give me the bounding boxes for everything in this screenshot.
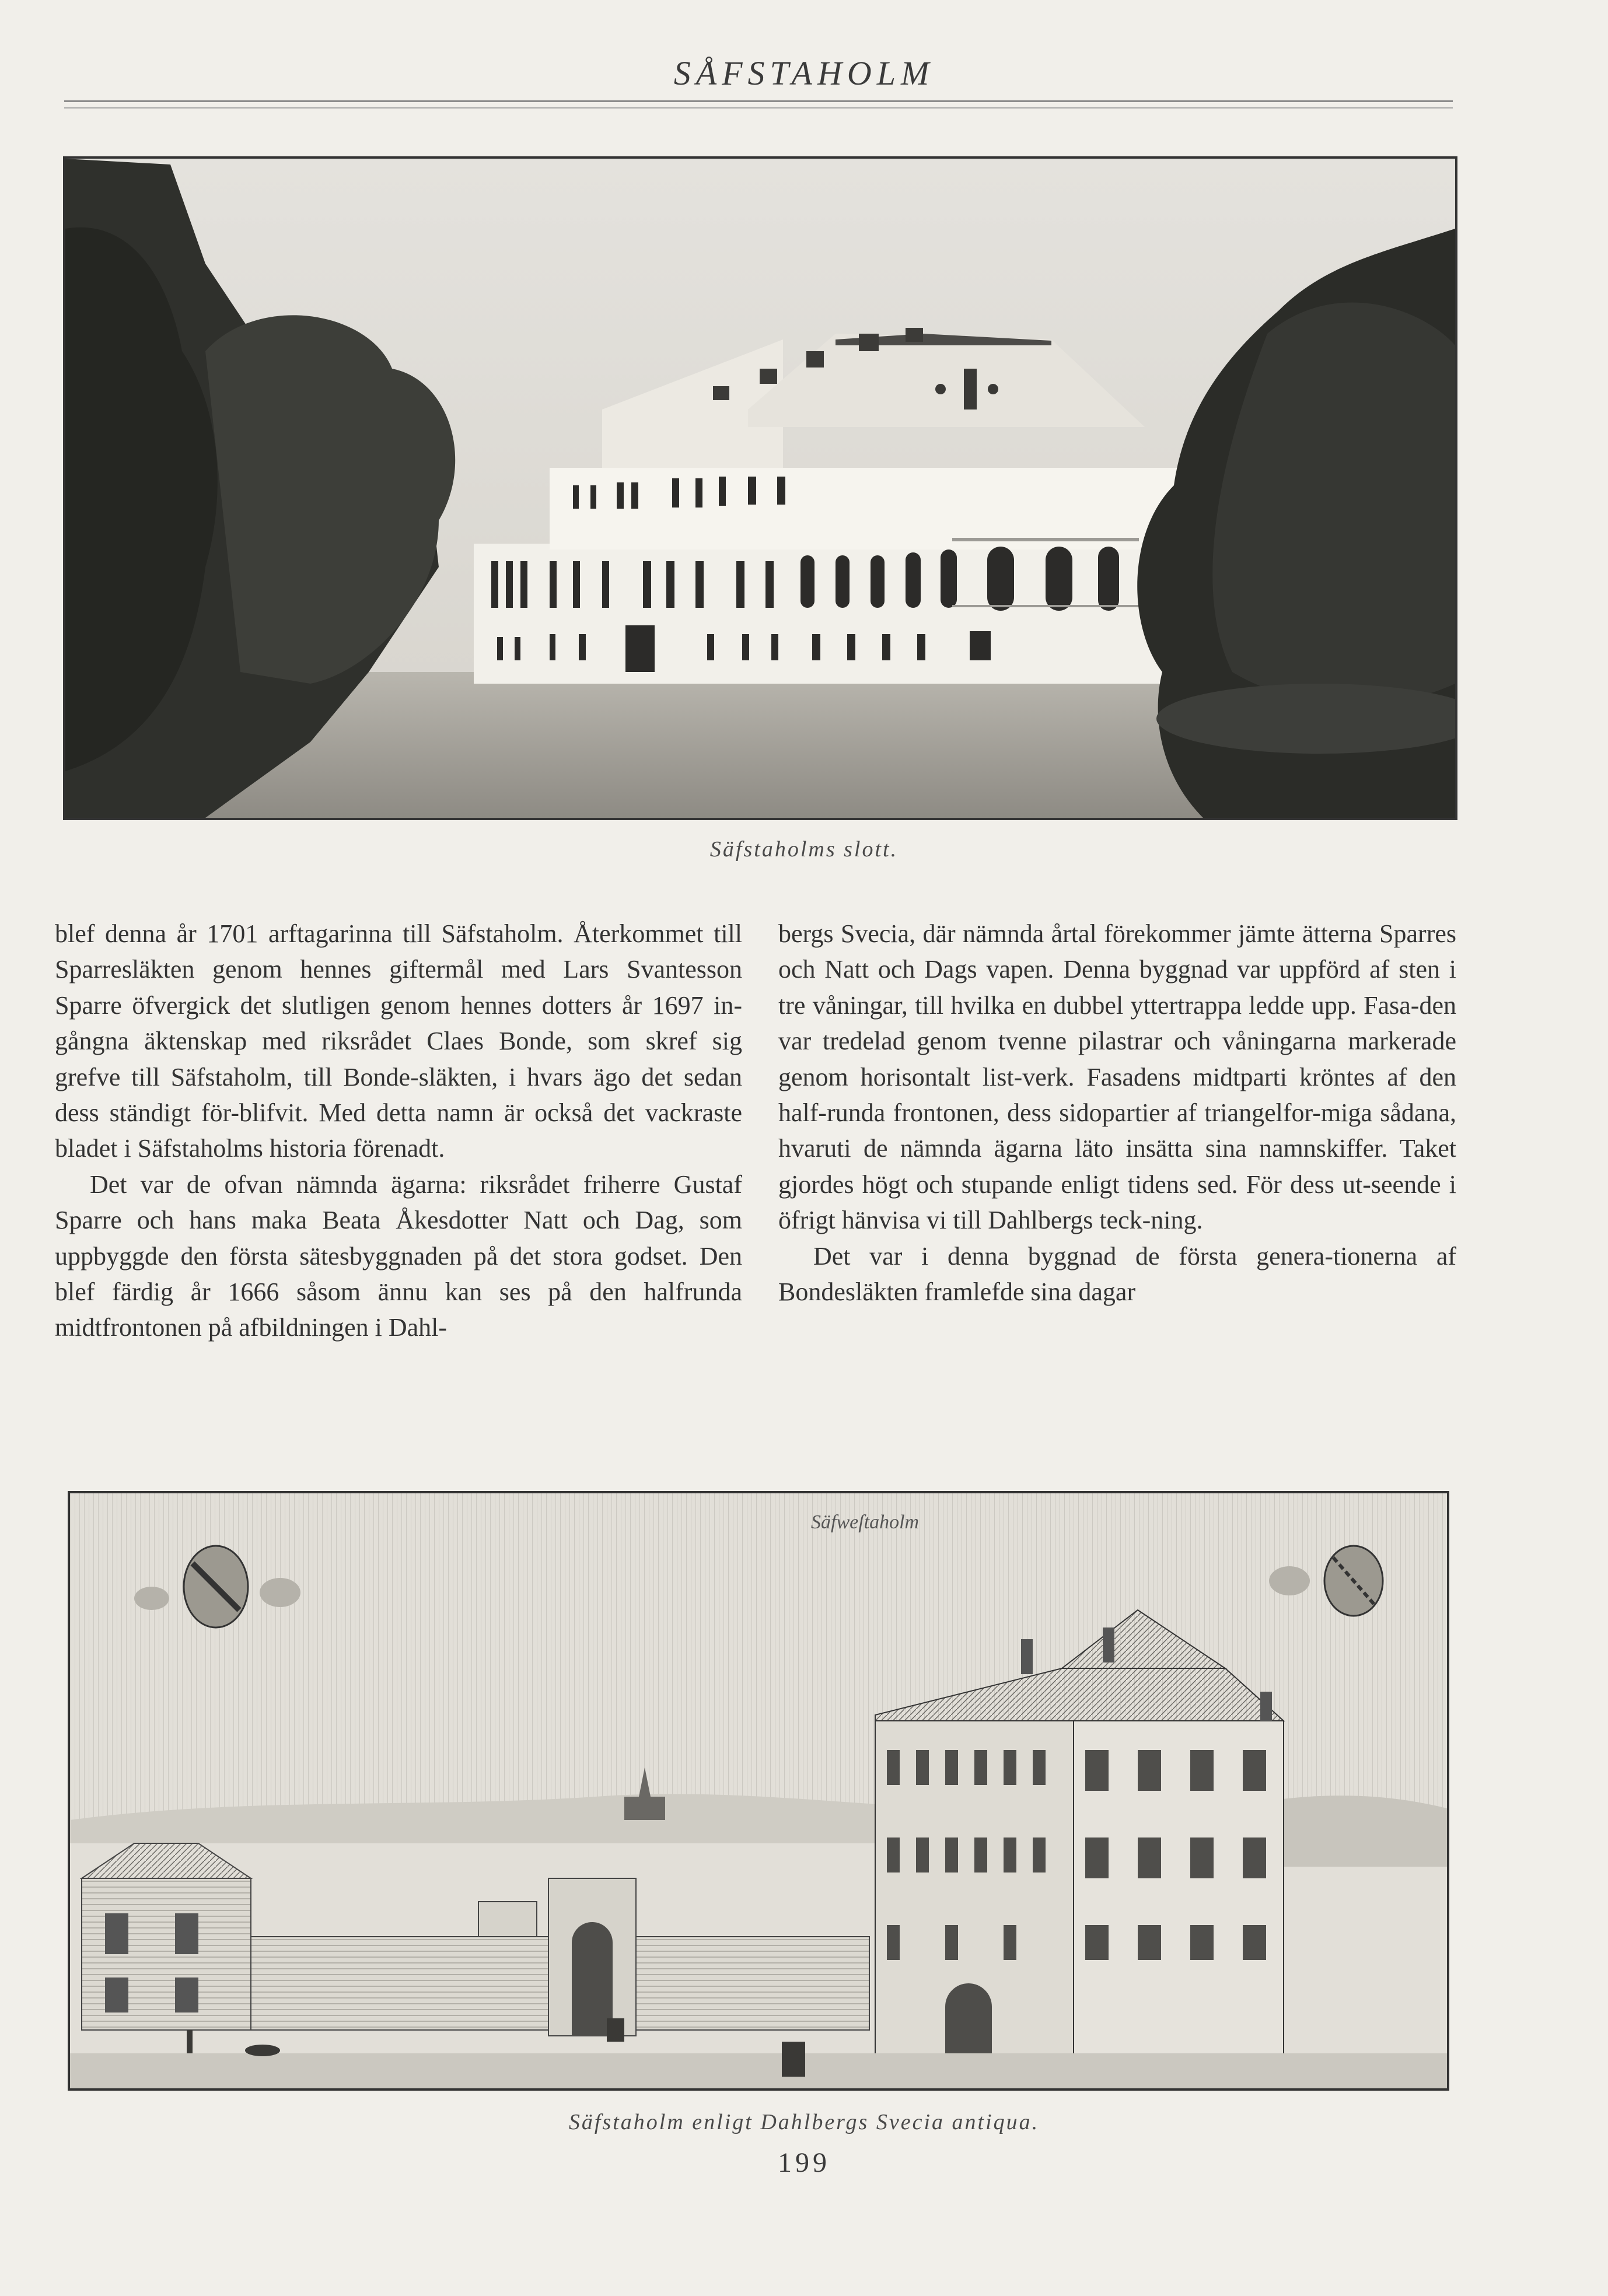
left-pavilion bbox=[82, 1843, 251, 2030]
castle-photograph bbox=[63, 156, 1457, 820]
header-rule-secondary bbox=[64, 107, 1453, 108]
engraving-illustration bbox=[68, 1491, 1449, 2091]
left-paragraph-1: blef denna år 1701 arftagarinna till Säfstaholm. Återkommet till Sparresläkten genom hennes giftermål med Lars Svantesson Sparre öfvergick det slutligen genom hennes dotters år 1697 in-gångna äktenskap med riksrådet Claes Bonde, som skref sig grefve till Säfstaholm, till Bonde-släkten, i hvars ägo det sedan dess ständigt för-blifvit. Med detta namn är också det vackraste bladet i Säfstaholms historia förenadt. bbox=[55, 919, 742, 1163]
page-number: 199 bbox=[778, 2147, 830, 2178]
header-rule bbox=[64, 100, 1453, 102]
right-paragraph-1: bergs Svecia, där nämnda årtal förekommer jämte ätterna Sparres och Natt och Dags vapen. Denna byggnad var uppförd af sten i tre våningar, till hvilka en dubbel yttertrappa ledde upp. Fasa-den var tredelad genom tvenne pilastrar och våningarna markerade genom horisontalt list-verk. Fasadens midtparti kröntes af den half-runda frontonen, dess sidopartier af triangelfor-miga sådana, hvaruti de nämnda ägarna läto insätta sina namnskiffer. Taket gjordes högt och stupande enligt tidens sed. För dess ut-seende i öfrigt hänvisa vi till Dahlbergs teck-ning. bbox=[778, 919, 1456, 1235]
right-column bbox=[778, 916, 1456, 1310]
engraved-title: Säfweſtaholm bbox=[811, 1511, 920, 1533]
engraving-drawing bbox=[70, 1493, 1447, 2088]
running-head: SÅFSTAHOLM bbox=[673, 54, 935, 92]
right-paragraph-2: Det var i denna byggnad de första genera-tionerna af Bondesläkten framlefde sina dagar bbox=[778, 1241, 1456, 1307]
left-column bbox=[55, 916, 742, 1346]
left-paragraph-2: Det var de ofvan nämnda ägarna: riksrådet friherre Gustaf Sparre och hans maka Beata Åkesdotter Natt och Dag, som uppbyggde den första sätesbyggnaden på det stora godset. Den blef färdig år 1666 såsom ännu kan ses på den halfrunda midtfrontonen på afbildningen i Dahl- bbox=[55, 1170, 742, 1342]
photo-caption: Säfstaholms slott. bbox=[709, 837, 899, 862]
castle-photo-illustration bbox=[65, 159, 1455, 818]
engraving-caption: Säfstaholm enligt Dahlbergs Svecia antiqua. bbox=[568, 2110, 1040, 2134]
